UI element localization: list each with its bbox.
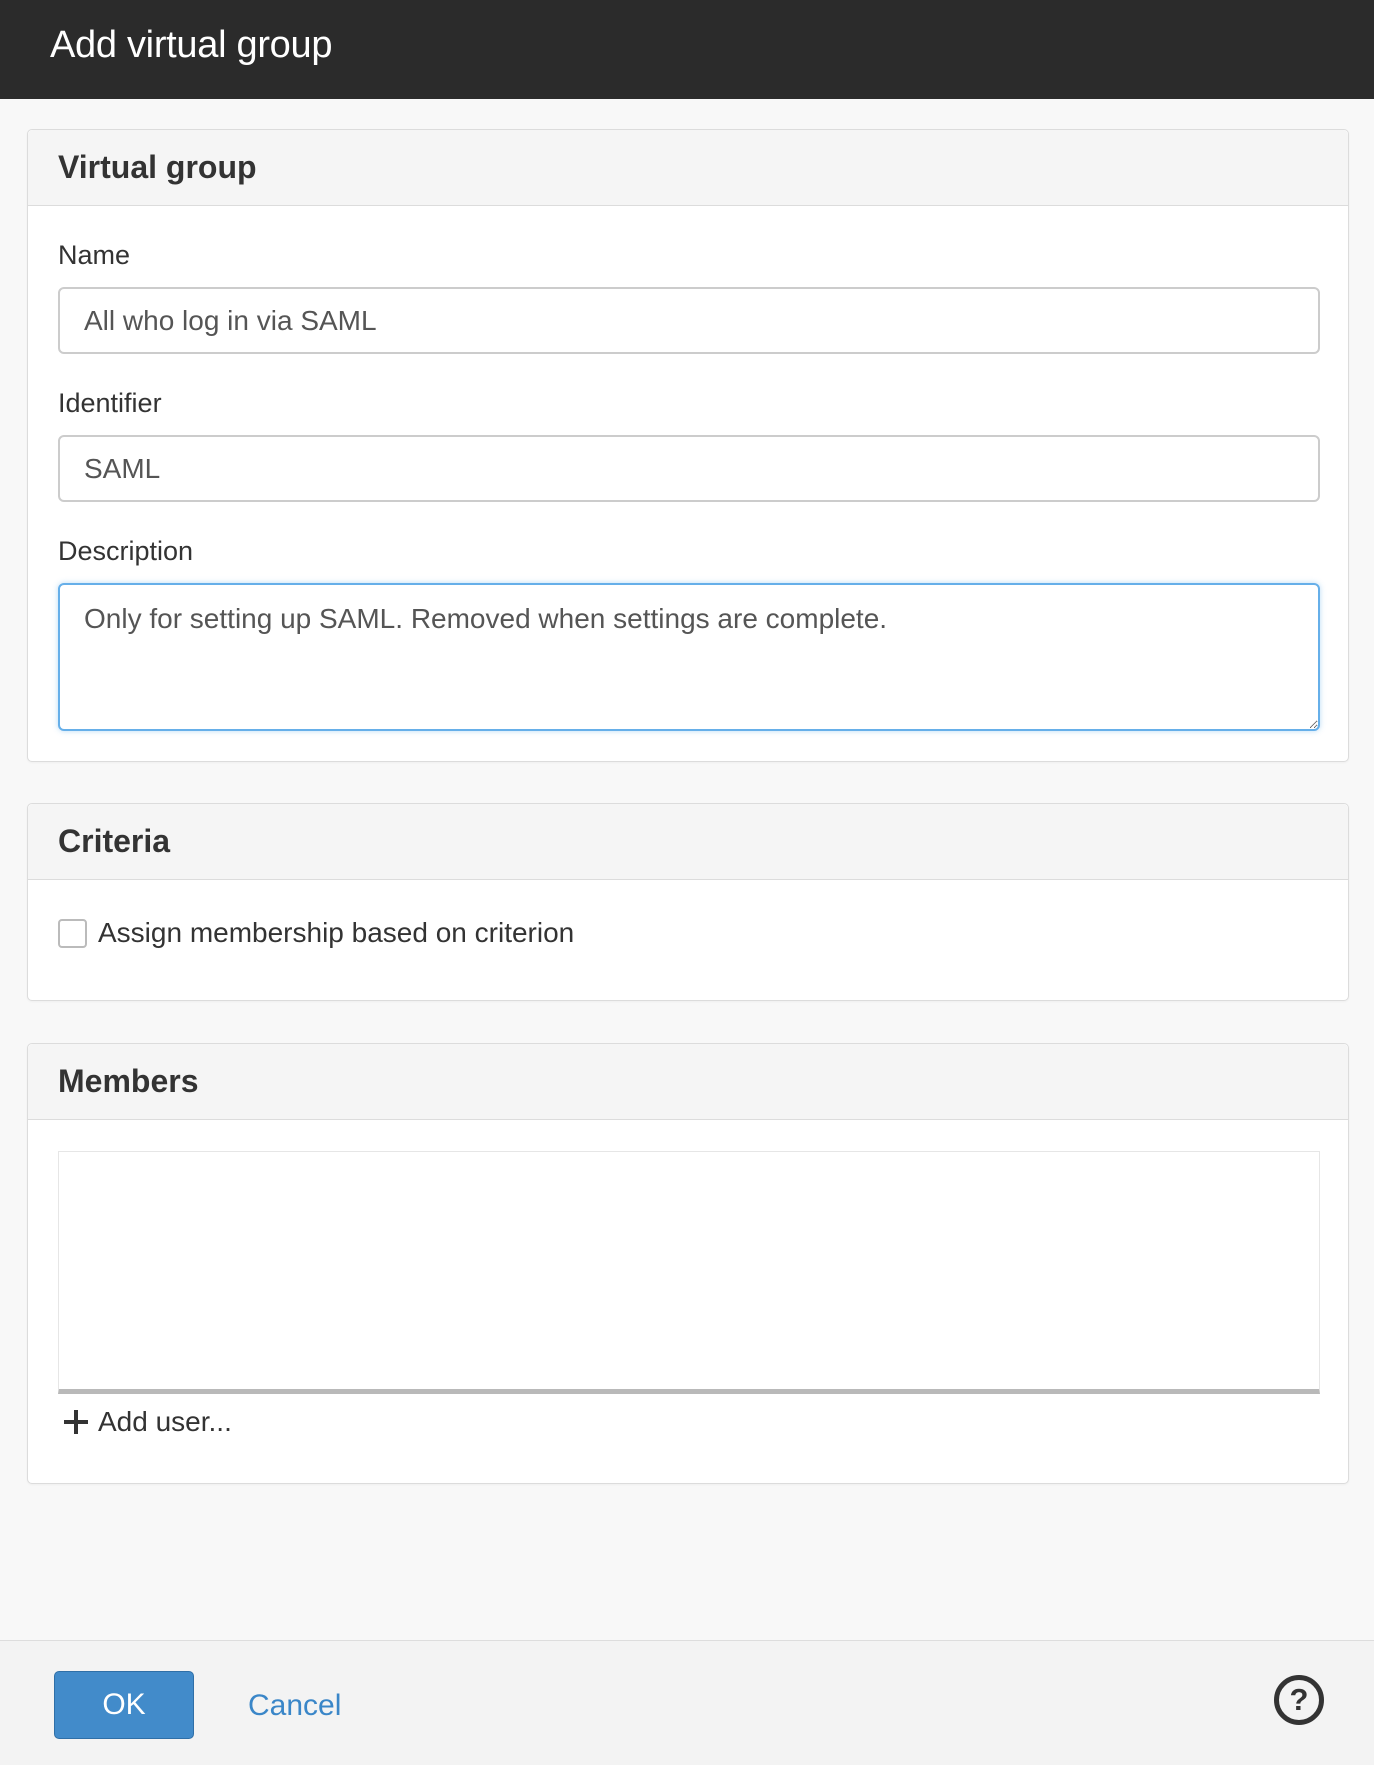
description-label: Description xyxy=(58,536,194,566)
virtual-group-panel xyxy=(27,129,1349,762)
add-user-button[interactable] xyxy=(64,1406,232,1438)
plus-icon xyxy=(64,1410,88,1434)
members-panel xyxy=(27,1043,1349,1484)
add-user-label[interactable]: Add user... xyxy=(98,1406,232,1437)
virtual-group-heading: Virtual group xyxy=(58,149,257,185)
name-label: Name xyxy=(58,240,131,270)
question-circle-icon[interactable]: ? xyxy=(1274,1675,1324,1725)
criterion-checkbox[interactable] xyxy=(58,919,87,948)
criteria-panel xyxy=(27,803,1349,1001)
description-textarea[interactable] xyxy=(58,583,1320,731)
criterion-checkbox-label[interactable]: Assign membership based on criterion xyxy=(98,917,575,948)
members-panel-header xyxy=(28,1044,1348,1120)
members-list[interactable] xyxy=(58,1151,1320,1394)
dialog-titlebar xyxy=(0,0,1374,99)
dialog-title: Add virtual group xyxy=(50,24,333,66)
criterion-checkbox-row[interactable] xyxy=(58,917,574,949)
cancel-link[interactable]: Cancel xyxy=(248,1689,342,1722)
dialog-footer xyxy=(0,1640,1374,1765)
criteria-heading: Criteria xyxy=(58,823,171,859)
members-heading: Members xyxy=(58,1063,199,1099)
criteria-panel-header xyxy=(28,804,1348,880)
identifier-input[interactable] xyxy=(58,435,1320,502)
identifier-label: Identifier xyxy=(58,388,162,418)
virtual-group-panel-header xyxy=(28,130,1348,206)
ok-button[interactable]: OK xyxy=(54,1671,194,1739)
name-input[interactable] xyxy=(58,287,1320,354)
